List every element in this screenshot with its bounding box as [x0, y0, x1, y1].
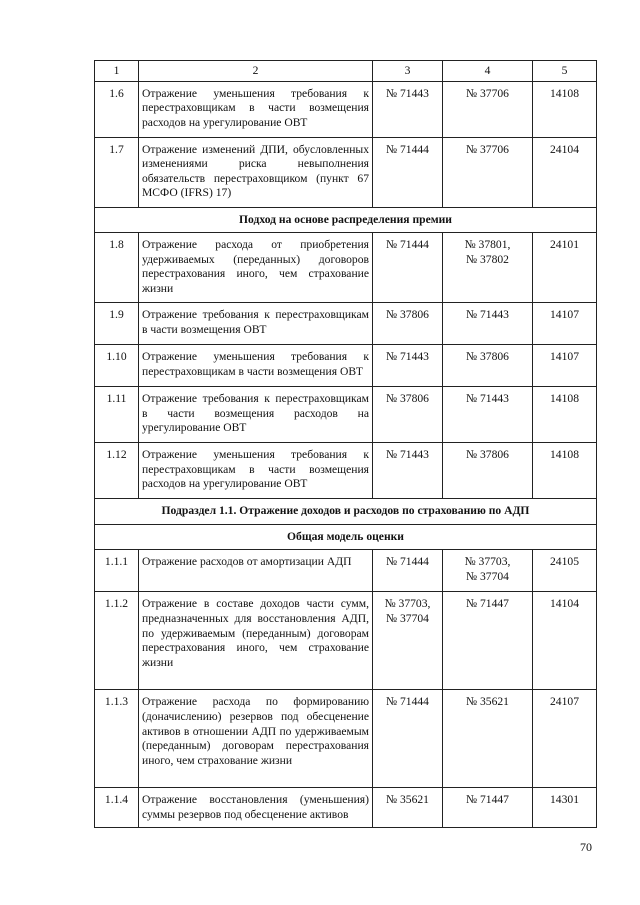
row-number: 1.7 [95, 137, 139, 207]
section-title: Подраздел 1.1. Отражение доходов и расходов по страхованию по АДП [95, 499, 597, 525]
debit-account: № 71444 [373, 137, 443, 207]
header-cell: 4 [443, 61, 533, 82]
header-cell: 1 [95, 61, 139, 82]
section-header-row [95, 524, 597, 550]
row-description: Отражение изменений ДПИ, обусловленных изменениями риска невыполнения обязательств перестраховщиком (пункт 67 МСФО (IFRS) 17) [139, 137, 373, 207]
symbol-code: 14104 [533, 592, 597, 690]
table-row [95, 387, 597, 443]
debit-account: № 71444 [373, 233, 443, 303]
row-description: Отражение уменьшения требования к перестраховщикам в части возмещения расходов на урегулирование ОВТ [139, 81, 373, 137]
debit-account: № 71444 [373, 690, 443, 788]
row-description: Отражение расходов от амортизации АДП [139, 550, 373, 592]
table-row [95, 345, 597, 387]
table-row [95, 788, 597, 828]
header-cell: 2 [139, 61, 373, 82]
row-description: Отражение требования к перестраховщикам в части возмещения расходов на урегулирование ОВТ [139, 387, 373, 443]
credit-account: № 71447 [443, 788, 533, 828]
debit-account: № 35621 [373, 788, 443, 828]
row-number: 1.1.4 [95, 788, 139, 828]
section-title: Общая модель оценки [95, 524, 597, 550]
header-cell: 5 [533, 61, 597, 82]
row-number: 1.1.2 [95, 592, 139, 690]
table-row [95, 690, 597, 788]
symbol-code: 14107 [533, 303, 597, 345]
table-row [95, 233, 597, 303]
credit-account: № 71443 [443, 303, 533, 345]
debit-account: № 71443 [373, 345, 443, 387]
credit-account: № 35621 [443, 690, 533, 788]
credit-account: № 71447 [443, 592, 533, 690]
credit-account: № 37706 [443, 137, 533, 207]
symbol-code: 24101 [533, 233, 597, 303]
symbol-code: 24105 [533, 550, 597, 592]
debit-account: № 37703, № 37704 [373, 592, 443, 690]
section-header-row [95, 499, 597, 525]
row-description: Отражение расхода по формированию (доначислению) резервов под обесценение активов в отношении АДП по удерживаемым (переданным) договорам перестрахования иного, чем страхование жизни [139, 690, 373, 788]
row-description: Отражение восстановления (уменьшения) суммы резервов под обесценение активов [139, 788, 373, 828]
section-title: Подход на основе распределения премии [95, 207, 597, 233]
symbol-code: 14301 [533, 788, 597, 828]
row-number: 1.6 [95, 81, 139, 137]
accounting-table [94, 60, 597, 828]
row-description: Отражение расхода от приобретения удерживаемых (переданных) договоров перестрахования иного, чем страхование жизни [139, 233, 373, 303]
row-description: Отражение уменьшения требования к перестраховщикам в части возмещения расходов на урегулирование ОВТ [139, 443, 373, 499]
page-number: 70 [580, 840, 592, 854]
symbol-code: 14107 [533, 345, 597, 387]
row-number: 1.9 [95, 303, 139, 345]
symbol-code: 14108 [533, 387, 597, 443]
credit-account: № 37706 [443, 81, 533, 137]
row-description: Отражение требования к перестраховщикам в части возмещения ОВТ [139, 303, 373, 345]
table-row [95, 81, 597, 137]
debit-account: № 71443 [373, 443, 443, 499]
credit-account: № 71443 [443, 387, 533, 443]
debit-account: № 37806 [373, 303, 443, 345]
row-description: Отражение в составе доходов части сумм, предназначенных для восстановления АДП, по удерживаемым (переданным) договорам перестрахования иного, чем страхование жизни [139, 592, 373, 690]
table-row [95, 137, 597, 207]
debit-account: № 71443 [373, 81, 443, 137]
row-description: Отражение уменьшения требования к перестраховщикам в части возмещения ОВТ [139, 345, 373, 387]
debit-account: № 37806 [373, 387, 443, 443]
symbol-code: 14108 [533, 81, 597, 137]
row-number: 1.10 [95, 345, 139, 387]
symbol-code: 14108 [533, 443, 597, 499]
credit-account: № 37801, № 37802 [443, 233, 533, 303]
row-number: 1.12 [95, 443, 139, 499]
symbol-code: 24107 [533, 690, 597, 788]
header-cell: 3 [373, 61, 443, 82]
credit-account: № 37806 [443, 443, 533, 499]
table-row [95, 303, 597, 345]
credit-account: № 37806 [443, 345, 533, 387]
section-header-row [95, 207, 597, 233]
header-row [95, 61, 597, 82]
row-number: 1.1.3 [95, 690, 139, 788]
row-number: 1.1.1 [95, 550, 139, 592]
row-number: 1.11 [95, 387, 139, 443]
row-number: 1.8 [95, 233, 139, 303]
table-row [95, 550, 597, 592]
credit-account: № 37703, № 37704 [443, 550, 533, 592]
symbol-code: 24104 [533, 137, 597, 207]
table-row [95, 592, 597, 690]
table-row [95, 443, 597, 499]
debit-account: № 71444 [373, 550, 443, 592]
